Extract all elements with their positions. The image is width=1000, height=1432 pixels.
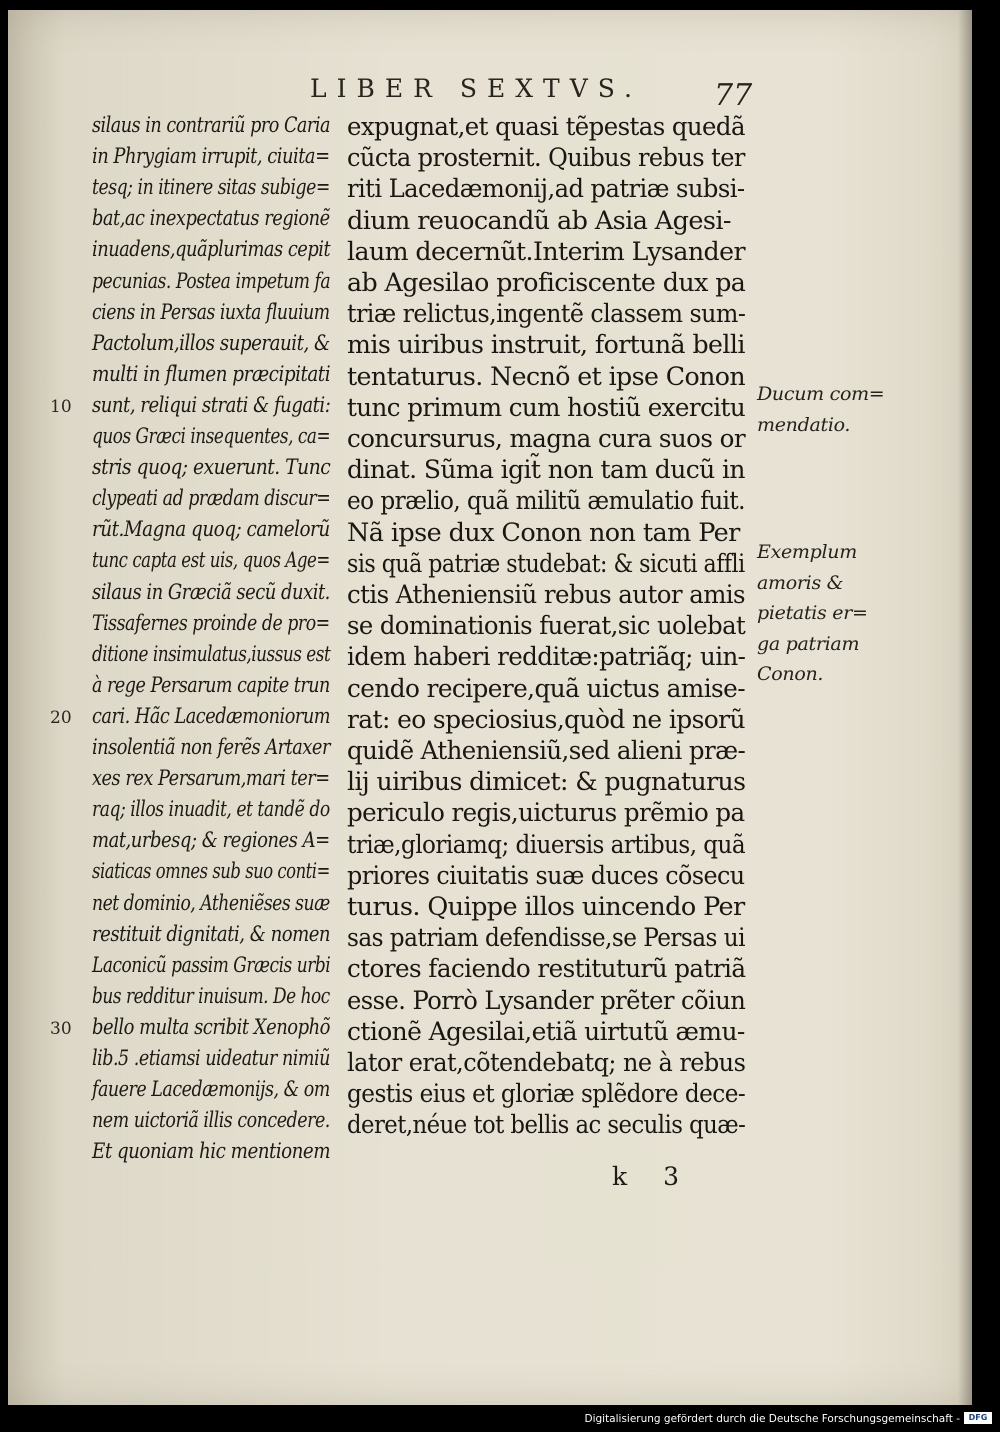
main-column-line: idem haberi redditæ:patriãq; uin- [347,642,746,673]
main-column-line: se dominationis fuerat,sic uolebat [347,611,746,642]
main-column-line: esse. Porrò Lysander prẽter cõiun [347,985,746,1016]
left-column-line: pecunias. Postea impetum fa [92,268,331,294]
left-column-line: raq; illos inuadit, et tandẽ do [92,797,330,823]
margin-note-line: mendatio. [757,413,851,436]
left-column-line: bus redditur inuisum. De hoc [92,983,330,1009]
page-edge-shadow [958,10,972,1405]
line-number: 20 [50,707,72,728]
left-column-line: tesq; in itinere sitas subige= [92,175,330,201]
left-column-line: Tissafernes proinde de pro= [92,610,330,636]
left-column-line: silaus in contrariũ pro Caria [92,113,330,138]
left-column-line: Laconicũ passim Græcis urbi [92,952,331,978]
margin-note-line: Exemplum [757,541,857,563]
left-column-line: inuadens,quãplurimas cepit [92,237,331,263]
margin-note-line: pietatis er= [757,602,868,624]
main-column-line: lij uiribus dimicet: & pugnaturus [347,767,746,798]
left-column-line: insolentiã non ferẽs Artaxer [92,735,330,760]
signature-mark: k 3 [612,1162,694,1191]
left-column-line: quos Græci insequentes, ca= [92,424,331,449]
main-column-line: sas patriam defendisse,se Persas ui [347,923,745,954]
footer-credit: Digitalisierung gefördert durch die Deutsche Forschungsgemeinschaft - [584,1413,960,1425]
left-column-line: lib.5 .etiamsi uideatur nimiũ [92,1046,330,1071]
left-column-line: à rege Persarum capite trun [92,672,330,698]
main-column-line: quidẽ Atheniensiũ,sed alieni præ- [347,736,746,766]
main-column-line: dium reuocandũ ab Asia Agesi- [347,205,731,236]
main-column-line: turus. Quippe illos uincendo Per [347,892,745,922]
main-column-line: cũcta prosternit. Quibus rebus ter [347,143,745,174]
main-column-line: gestis eius et gloriæ splẽdore dece- [347,1079,746,1110]
left-column-line: restituit dignitati, & nomen [92,921,331,947]
main-column-line: tentaturus. Necnõ et ipse Conon [347,361,746,392]
main-column-line: lator erat,cõtendebatq; ne à rebus [347,1048,746,1078]
left-column-line: nem uictoriã illis concedere. [92,1108,330,1134]
left-column-line: Et quoniam hic mentionem [92,1139,331,1165]
left-column-line: cari. Hãc Lacedæmoniorum [92,703,331,729]
left-column-line: bat,ac inexpectatus regionẽ [92,206,330,232]
left-column-line: clypeati ad prædam discur= [92,486,331,512]
running-title: LIBER SEXTVS. [310,74,642,103]
left-column-line: multi in flumen præcipitati [92,361,331,387]
left-column-line: fauere Lacedæmonijs, & om [92,1077,330,1103]
left-column-line: bello multa scribit Xenophõ [92,1014,330,1040]
margin-note-line: Conon. [757,663,824,685]
left-column-line: tunc capta est uis, quos Age= [92,548,330,574]
left-column-line: in Phrygiam irrupit, ciuita= [92,144,330,170]
left-column-line: xes rex Persarum,mari ter= [92,766,330,792]
margin-note-line: amoris & [757,571,844,594]
main-column-line: eo prælio, quã militũ æmulatio fuit. [347,486,745,517]
main-column-line: expugnat,et quasi tẽpestas quedã [347,112,745,142]
main-column-line: concursurus, magna cura suos or [347,424,746,454]
left-column-line: ditione insimulatus,iussus est [92,641,331,667]
main-column-line: ctionẽ Agesilai,etiã uirtutũ æmu- [347,1016,745,1047]
left-column-line: sunt, reliqui strati & fugati: [92,392,331,418]
main-column-line: priores ciuitatis suæ duces cõsecu [347,860,745,891]
main-column-line: rat: eo speciosius,quòd ne ipsorũ [347,704,745,735]
left-column-line: Pactolum,illos superauit, & [92,330,330,356]
main-column-line: ctis Atheniensiũ rebus autor amis [347,580,746,610]
main-column-line: mis uiribus instruit, fortunã belli [347,330,745,361]
line-number: 10 [50,396,72,417]
main-column-line: periculo regis,uicturus prẽmio pa [347,798,745,829]
main-column-line: deret,néue tot bellis ac seculis quæ- [347,1110,746,1141]
main-column-line: laum decernũt.Interim Lysander [347,236,745,267]
main-column-line: tunc primum cum hostiũ exercitu [347,392,746,423]
page-number: 77 [714,78,753,113]
main-column-line: sis quã patriæ studebat: & sicuti affli [347,548,745,579]
left-column-line: mat,urbesq; & regiones A= [92,828,330,854]
left-column-line: rũt.Magna quoq; camelorũ [92,517,330,543]
margin-note-line: Ducum com= [757,383,885,405]
left-column-line: siaticas omnes sub suo conti= [92,859,330,885]
main-column-line: dinat. Sũma igit̃ non tam ducũ in [347,455,745,486]
main-column-line: triæ,gloriamq; diuersis artibus, quã [347,829,746,860]
main-column-line: Nã ipse dux Conon non tam Per [347,517,740,548]
main-column-line: ab Agesilao proficiscente dux pa [347,268,746,298]
left-column-line: stris quoq; exuerunt. Tunc [92,455,331,481]
line-number: 30 [50,1018,72,1039]
left-column-line: net dominio, Atheniẽses suæ [92,890,330,916]
main-column-line: ctores faciendo restituturũ patriã [347,954,746,985]
left-column-line: silaus in Græciã secũ duxit. [92,579,330,605]
left-column-line: ciens in Persas iuxta fluuium [92,299,330,325]
margin-note-line: ga patriam [757,632,860,655]
main-column-line: riti Lacedæmonij,ad patriæ subsi- [347,174,745,205]
dfg-logo-icon: DFG [964,1412,992,1424]
main-column-line: cendo recipere,quã uictus amise- [347,673,746,704]
main-column-line: triæ relictus,ingentẽ classem sum- [347,299,746,330]
